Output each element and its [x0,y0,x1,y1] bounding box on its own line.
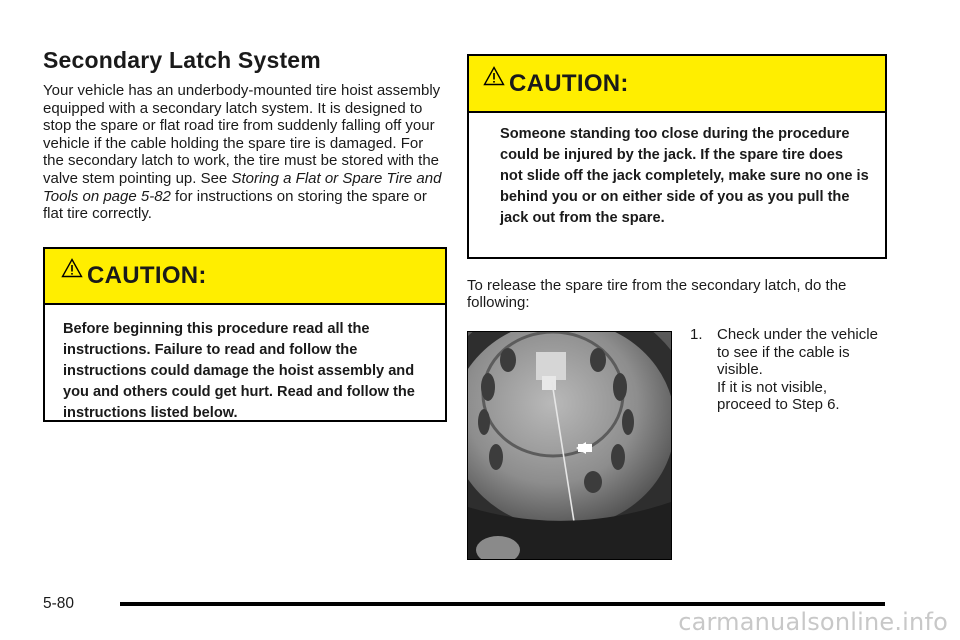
intro-text-start: Your vehicle has an underbody-mounted tire hoist assembly equipped with a secondary latch system. It is designed to stop the spare or flat road tire from suddenly falling off your vehicle if the cable holding the spare tire is damaged. For the secondary latch to work, the tire must be stored with the valve stem pointing up. See [43,82,441,187]
footer-rule [120,602,885,606]
warning-triangle-icon [61,258,83,278]
caution-label: CAUTION: [509,69,629,97]
caution-body: Before beginning this procedure read all the instructions. Failure to read and follow the instructions could damage the hoist assembly and you and others could get hurt. Read and follow the instructions listed below. [63,320,415,421]
step-1 [690,326,880,414]
warning-triangle-icon [483,66,505,86]
left-column [43,44,448,422]
step-number: 1. [690,326,703,343]
spare-tire-photo [467,331,672,560]
caution-box-hoist [43,247,447,422]
caution-header [45,249,445,305]
page-number: 5-80 [43,595,75,612]
right-column [467,54,887,558]
step-note: If it is not visible, proceed to Step 6. [717,378,840,413]
caution-body: Someone standing too close during the procedure could be injured by the jack. If the spare tire does not slide off the jack completely, make sure no one is behind you or on either side of you as you pull the jack out from the spare. [500,126,869,226]
release-intro: To release the spare tire from the secondary latch, do the following: [467,277,847,311]
step-row [467,326,887,558]
cross-reference: Storing a Flat or Spare Tire and Tools on page 5-82 [43,169,442,205]
caution-box-jack [467,54,887,259]
step-instruction: Check under the vehicle to see if the cable is visible. [717,326,878,378]
caution-header [469,56,885,113]
intro-paragraph [43,82,448,223]
intro-text-end: for instructions on storing the spare or flat tire correctly. [43,187,427,223]
watermark-link[interactable]: carmanualsonline.info [678,608,948,636]
caution-label: CAUTION: [87,261,207,289]
section-title: Secondary Latch System [43,47,321,73]
